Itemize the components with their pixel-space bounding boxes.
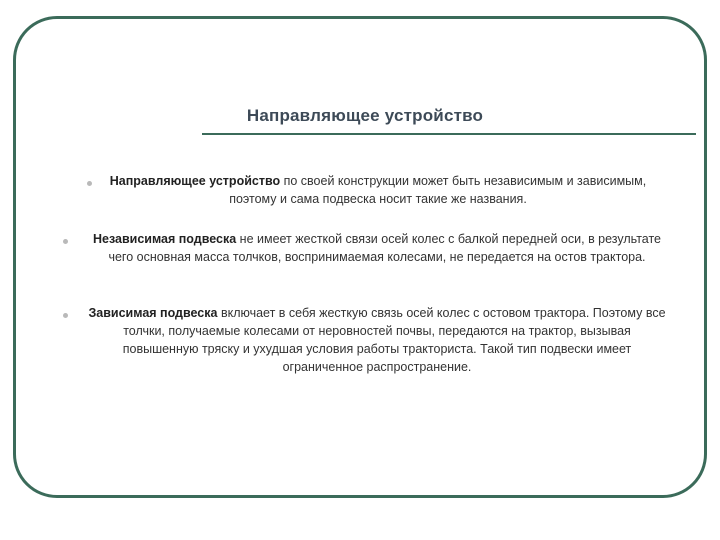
list-item-text: не имеет жесткой связи осей колес с балкой передней оси, в результате чего основная масса толчков, воспринимаемая колесами, не передается на остов трактора. <box>108 232 662 264</box>
list-item-term: Зависимая подвеска <box>88 306 218 320</box>
slide-title: Направляющее устройство <box>246 106 484 125</box>
bullet-icon <box>63 313 68 318</box>
bullet-icon <box>87 181 92 186</box>
list-item <box>108 172 648 208</box>
list-item-text: включает в себя жесткую связь осей колес с остовом трактора. Поэтому все толчки, получаемые колесами от неровностей почвы, передаются на трактор, вызывая повышенную тряску и ухудшая условия работы тракториста. Такой тип подвески имеет ограниченное распространение. <box>122 306 666 374</box>
list-item-term: Направляющее устройство <box>109 174 281 188</box>
title-divider <box>202 133 696 135</box>
list-item-text: по своей конструкции может быть независимым и зависимым, поэтому и сама подвеска носит такие же названия. <box>229 174 647 206</box>
list-item <box>88 304 666 376</box>
list-item <box>88 230 666 266</box>
list-item-term: Независимая подвеска <box>92 232 237 246</box>
bullet-icon <box>63 239 68 244</box>
